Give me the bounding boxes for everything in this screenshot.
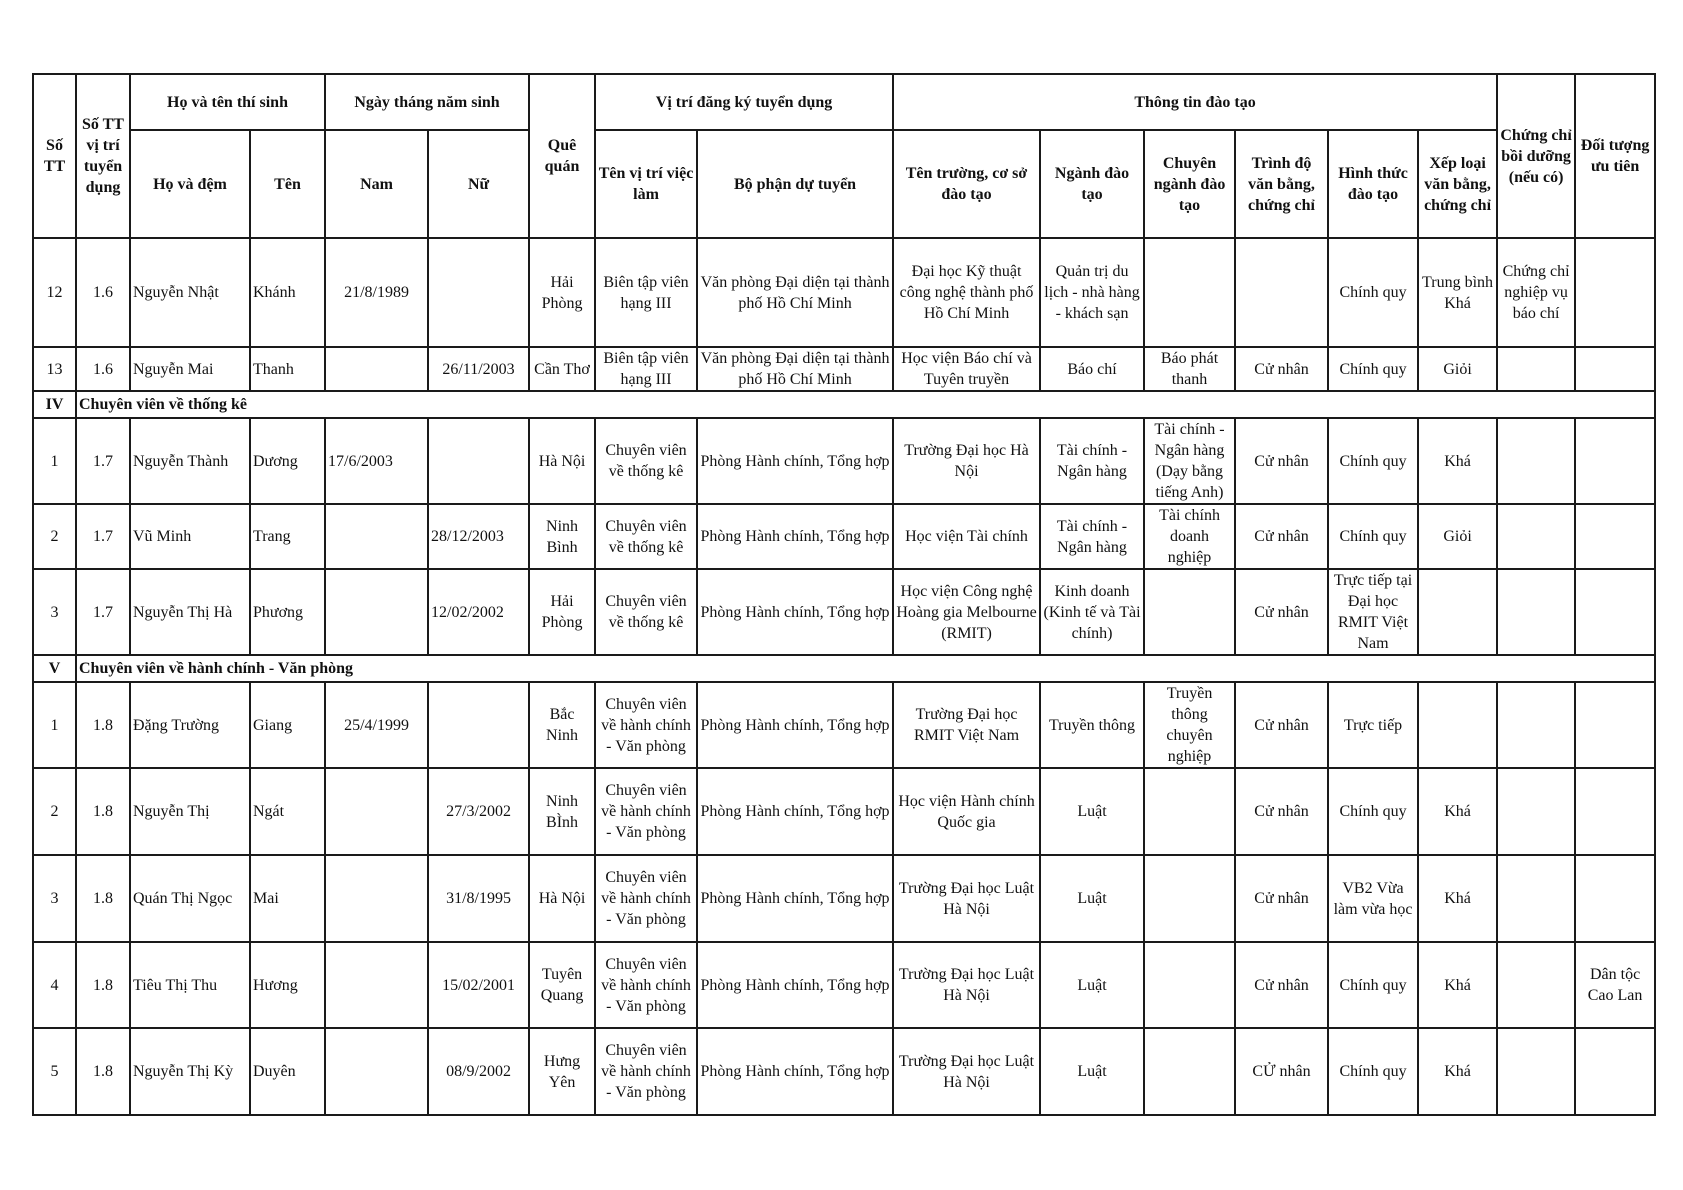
row-ten-vi-tri: Chuyên viên về thống kê <box>595 504 697 569</box>
row-bo-phan: Phòng Hành chính, Tổng hợp <box>697 942 893 1028</box>
col-header-xep-loai: Xếp loại văn bằng, chứng chỉ <box>1418 130 1497 238</box>
row-ho-va-dem: Nguyễn Mai <box>130 347 250 391</box>
row-ten-vi-tri: Chuyên viên về hành chính - Văn phòng <box>595 1028 697 1115</box>
col-header-ten-vi-tri: Tên vị trí việc làm <box>595 130 697 238</box>
row-chung-chi: Chứng chỉ nghiệp vụ báo chí <box>1497 238 1575 347</box>
row-ten-truong: Trường Đại học Hà Nội <box>893 418 1040 504</box>
row-vi-tri-code: 1.8 <box>76 855 130 942</box>
row-ten: Mai <box>250 855 325 942</box>
row-ten: Khánh <box>250 238 325 347</box>
row-ngay-sinh-nam <box>325 347 428 391</box>
col-header-nam: Nam <box>325 130 428 238</box>
row-doi-tuong <box>1575 504 1655 569</box>
row-ho-va-dem: Quán Thị Ngọc <box>130 855 250 942</box>
col-header-ten: Tên <box>250 130 325 238</box>
row-ten-truong: Học viện Hành chính Quốc gia <box>893 768 1040 855</box>
row-que-quan: Hà Nội <box>529 418 595 504</box>
row-nganh: Luật <box>1040 942 1144 1028</box>
row-que-quan: Ninh Bình <box>529 504 595 569</box>
row-ngay-sinh-nu: 31/8/1995 <box>428 855 529 942</box>
row-trinh-do: Cử nhân <box>1235 418 1328 504</box>
row-ngay-sinh-nam: 25/4/1999 <box>325 682 428 768</box>
row-chuyen-nganh <box>1144 855 1235 942</box>
row-stt: 12 <box>33 238 76 347</box>
row-hinh-thuc: Chính quy <box>1328 942 1418 1028</box>
row-chung-chi <box>1497 569 1575 655</box>
row-ngay-sinh-nu <box>428 682 529 768</box>
row-ngay-sinh-nu <box>428 418 529 504</box>
row-ten-vi-tri: Chuyên viên về thống kê <box>595 569 697 655</box>
row-chung-chi <box>1497 942 1575 1028</box>
row-trinh-do <box>1235 238 1328 347</box>
row-ngay-sinh-nu: 27/3/2002 <box>428 768 529 855</box>
row-stt: 1 <box>33 418 76 504</box>
row-nganh: Tài chính - Ngân hàng <box>1040 418 1144 504</box>
table-row <box>33 238 1655 347</box>
row-stt: 2 <box>33 504 76 569</box>
row-doi-tuong <box>1575 569 1655 655</box>
row-ho-va-dem: Nguyễn Thành <box>130 418 250 504</box>
row-stt: 5 <box>33 1028 76 1115</box>
row-trinh-do: CỬ nhân <box>1235 1028 1328 1115</box>
col-header-bo-phan: Bộ phận dự tuyển <box>697 130 893 238</box>
row-doi-tuong <box>1575 418 1655 504</box>
row-ho-va-dem: Nguyễn Thị <box>130 768 250 855</box>
row-xep-loai: Khá <box>1418 418 1497 504</box>
row-xep-loai: Khá <box>1418 855 1497 942</box>
row-hinh-thuc: Chính quy <box>1328 418 1418 504</box>
row-ten: Trang <box>250 504 325 569</box>
row-doi-tuong <box>1575 1028 1655 1115</box>
row-chuyen-nganh <box>1144 238 1235 347</box>
row-chuyen-nganh <box>1144 942 1235 1028</box>
row-ngay-sinh-nam <box>325 855 428 942</box>
row-bo-phan: Văn phòng Đại diện tại thành phố Hồ Chí Minh <box>697 347 893 391</box>
col-header-que-quan: Quê quán <box>529 74 595 238</box>
row-chuyen-nganh <box>1144 1028 1235 1115</box>
row-doi-tuong <box>1575 855 1655 942</box>
row-ten-truong: Học viện Công nghệ Hoàng gia Melbourne (RMIT) <box>893 569 1040 655</box>
row-vi-tri-code: 1.8 <box>76 768 130 855</box>
row-trinh-do: Cử nhân <box>1235 855 1328 942</box>
col-group-dao-tao: Thông tin đào tạo <box>893 74 1497 130</box>
row-ngay-sinh-nam <box>325 569 428 655</box>
table-row <box>33 768 1655 855</box>
section-number: IV <box>33 391 76 418</box>
row-ten-truong: Học viện Báo chí và Tuyên truyền <box>893 347 1040 391</box>
row-xep-loai: Khá <box>1418 1028 1497 1115</box>
table-row <box>33 569 1655 655</box>
row-stt: 4 <box>33 942 76 1028</box>
section-title: Chuyên viên về thống kê <box>76 391 1655 418</box>
col-header-hinh-thuc: Hình thức đào tạo <box>1328 130 1418 238</box>
row-ngay-sinh-nu: 12/02/2002 <box>428 569 529 655</box>
table-row <box>33 418 1655 504</box>
row-trinh-do: Cử nhân <box>1235 768 1328 855</box>
row-vi-tri-code: 1.6 <box>76 347 130 391</box>
row-ten: Phương <box>250 569 325 655</box>
row-ten-vi-tri: Biên tập viên hạng III <box>595 347 697 391</box>
row-ho-va-dem: Đặng Trường <box>130 682 250 768</box>
col-header-trinh-do: Trình độ văn bằng, chứng chỉ <box>1235 130 1328 238</box>
row-bo-phan: Phòng Hành chính, Tổng hợp <box>697 1028 893 1115</box>
col-group-ngay-sinh: Ngày tháng năm sinh <box>325 74 529 130</box>
candidate-table <box>32 73 1656 1116</box>
row-vi-tri-code: 1.6 <box>76 238 130 347</box>
section-row <box>33 391 1655 418</box>
row-trinh-do: Cử nhân <box>1235 942 1328 1028</box>
row-hinh-thuc: Chính quy <box>1328 768 1418 855</box>
row-ngay-sinh-nu: 08/9/2002 <box>428 1028 529 1115</box>
row-ten: Dương <box>250 418 325 504</box>
row-ten-truong: Trường Đại học Luật Hà Nội <box>893 1028 1040 1115</box>
row-hinh-thuc: Trực tiếp <box>1328 682 1418 768</box>
row-vi-tri-code: 1.8 <box>76 682 130 768</box>
row-ngay-sinh-nam: 17/6/2003 <box>325 418 428 504</box>
row-que-quan: Bắc Ninh <box>529 682 595 768</box>
row-xep-loai: Giỏi <box>1418 347 1497 391</box>
row-que-quan: Hà Nội <box>529 855 595 942</box>
table-header <box>33 74 1655 238</box>
row-chuyen-nganh <box>1144 768 1235 855</box>
row-ngay-sinh-nam: 21/8/1989 <box>325 238 428 347</box>
table-row <box>33 855 1655 942</box>
table-body <box>33 238 1655 1115</box>
row-bo-phan: Phòng Hành chính, Tổng hợp <box>697 418 893 504</box>
row-doi-tuong <box>1575 682 1655 768</box>
row-nganh: Truyền thông <box>1040 682 1144 768</box>
row-chung-chi <box>1497 347 1575 391</box>
row-nganh: Kinh doanh (Kinh tế và Tài chính) <box>1040 569 1144 655</box>
col-header-nu: Nữ <box>428 130 529 238</box>
row-vi-tri-code: 1.8 <box>76 1028 130 1115</box>
row-chuyen-nganh: Tài chính doanh nghiệp <box>1144 504 1235 569</box>
row-ngay-sinh-nu: 26/11/2003 <box>428 347 529 391</box>
row-que-quan: Hải Phòng <box>529 569 595 655</box>
table-row <box>33 1028 1655 1115</box>
col-header-ten-truong: Tên trường, cơ sở đào tạo <box>893 130 1040 238</box>
row-ngay-sinh-nu: 28/12/2003 <box>428 504 529 569</box>
table-row <box>33 504 1655 569</box>
col-group-ho-va-ten: Họ và tên thí sinh <box>130 74 325 130</box>
row-stt: 1 <box>33 682 76 768</box>
row-ten-vi-tri: Chuyên viên về thống kê <box>595 418 697 504</box>
row-ten: Duyên <box>250 1028 325 1115</box>
row-doi-tuong <box>1575 768 1655 855</box>
row-ho-va-dem: Nguyễn Thị Kỳ <box>130 1028 250 1115</box>
row-ten-vi-tri: Chuyên viên về hành chính - Văn phòng <box>595 855 697 942</box>
row-hinh-thuc: VB2 Vừa làm vừa học <box>1328 855 1418 942</box>
row-hinh-thuc: Chính quy <box>1328 238 1418 347</box>
row-trinh-do: Cử nhân <box>1235 504 1328 569</box>
row-nganh: Luật <box>1040 855 1144 942</box>
row-nganh: Báo chí <box>1040 347 1144 391</box>
row-bo-phan: Văn phòng Đại diện tại thành phố Hồ Chí Minh <box>697 238 893 347</box>
row-ten: Hương <box>250 942 325 1028</box>
row-chung-chi <box>1497 1028 1575 1115</box>
row-chung-chi <box>1497 768 1575 855</box>
row-ten-vi-tri: Biên tập viên hạng III <box>595 238 697 347</box>
section-number: V <box>33 655 76 682</box>
row-doi-tuong <box>1575 347 1655 391</box>
row-ten-truong: Học viện Tài chính <box>893 504 1040 569</box>
row-bo-phan: Phòng Hành chính, Tổng hợp <box>697 569 893 655</box>
row-que-quan: Cần Thơ <box>529 347 595 391</box>
row-bo-phan: Phòng Hành chính, Tổng hợp <box>697 768 893 855</box>
row-vi-tri-code: 1.7 <box>76 418 130 504</box>
row-ngay-sinh-nam <box>325 942 428 1028</box>
table-row <box>33 942 1655 1028</box>
row-hinh-thuc: Trực tiếp tại Đại học RMIT Việt Nam <box>1328 569 1418 655</box>
row-trinh-do: Cử nhân <box>1235 569 1328 655</box>
section-title: Chuyên viên về hành chính - Văn phòng <box>76 655 1655 682</box>
col-header-so-tt: Số TT <box>33 74 76 238</box>
col-header-chung-chi: Chứng chỉ bồi dưỡng (nếu có) <box>1497 74 1575 238</box>
row-ten-truong: Trường Đại học Luật Hà Nội <box>893 942 1040 1028</box>
row-que-quan: Tuyên Quang <box>529 942 595 1028</box>
row-xep-loai: Khá <box>1418 942 1497 1028</box>
row-chung-chi <box>1497 504 1575 569</box>
row-que-quan: Ninh BÌnh <box>529 768 595 855</box>
row-stt: 13 <box>33 347 76 391</box>
row-nganh: Luật <box>1040 1028 1144 1115</box>
row-ngay-sinh-nam <box>325 768 428 855</box>
row-vi-tri-code: 1.7 <box>76 504 130 569</box>
row-trinh-do: Cử nhân <box>1235 682 1328 768</box>
row-ten-truong: Trường Đại học Luật Hà Nội <box>893 855 1040 942</box>
col-header-chuyen-nganh: Chuyên ngành đào tạo <box>1144 130 1235 238</box>
row-ten-truong: Trường Đại học RMIT Việt Nam <box>893 682 1040 768</box>
row-xep-loai <box>1418 682 1497 768</box>
row-ngay-sinh-nam <box>325 1028 428 1115</box>
table-row <box>33 347 1655 391</box>
row-stt: 3 <box>33 569 76 655</box>
col-header-doi-tuong: Đối tượng ưu tiên <box>1575 74 1655 238</box>
col-header-so-tt-vi-tri: Số TT vị trí tuyển dụng <box>76 74 130 238</box>
row-chuyen-nganh: Báo phát thanh <box>1144 347 1235 391</box>
row-vi-tri-code: 1.7 <box>76 569 130 655</box>
row-ngay-sinh-nu <box>428 238 529 347</box>
row-ten: Ngát <box>250 768 325 855</box>
row-ten-vi-tri: Chuyên viên về hành chính - Văn phòng <box>595 768 697 855</box>
row-vi-tri-code: 1.8 <box>76 942 130 1028</box>
row-ho-va-dem: Tiêu Thị Thu <box>130 942 250 1028</box>
row-que-quan: Hưng Yên <box>529 1028 595 1115</box>
row-ho-va-dem: Nguyễn Thị Hà <box>130 569 250 655</box>
row-chung-chi <box>1497 418 1575 504</box>
row-stt: 3 <box>33 855 76 942</box>
row-chuyen-nganh: Truyền thông chuyên nghiệp <box>1144 682 1235 768</box>
row-nganh: Quản trị du lịch - nhà hàng - khách sạn <box>1040 238 1144 347</box>
row-nganh: Luật <box>1040 768 1144 855</box>
row-chung-chi <box>1497 682 1575 768</box>
row-nganh: Tài chính - Ngân hàng <box>1040 504 1144 569</box>
row-xep-loai: Trung bình Khá <box>1418 238 1497 347</box>
row-chuyen-nganh <box>1144 569 1235 655</box>
section-row <box>33 655 1655 682</box>
row-stt: 2 <box>33 768 76 855</box>
row-ten-vi-tri: Chuyên viên về hành chính - Văn phòng <box>595 942 697 1028</box>
row-ten-truong: Đại học Kỹ thuật công nghệ thành phố Hồ Chí Minh <box>893 238 1040 347</box>
col-header-nganh: Ngành đào tạo <box>1040 130 1144 238</box>
row-bo-phan: Phòng Hành chính, Tổng hợp <box>697 504 893 569</box>
row-chuyen-nganh: Tài chính - Ngân hàng (Dạy bằng tiếng Anh) <box>1144 418 1235 504</box>
row-xep-loai <box>1418 569 1497 655</box>
row-ho-va-dem: Nguyễn Nhật <box>130 238 250 347</box>
row-doi-tuong: Dân tộc Cao Lan <box>1575 942 1655 1028</box>
row-chung-chi <box>1497 855 1575 942</box>
row-hinh-thuc: Chính quy <box>1328 1028 1418 1115</box>
col-header-ho-va-dem: Họ và đệm <box>130 130 250 238</box>
row-ngay-sinh-nam <box>325 504 428 569</box>
row-ten: Giang <box>250 682 325 768</box>
row-ho-va-dem: Vũ Minh <box>130 504 250 569</box>
row-ten: Thanh <box>250 347 325 391</box>
row-hinh-thuc: Chính quy <box>1328 504 1418 569</box>
row-xep-loai: Giỏi <box>1418 504 1497 569</box>
row-doi-tuong <box>1575 238 1655 347</box>
row-ten-vi-tri: Chuyên viên về hành chính - Văn phòng <box>595 682 697 768</box>
row-bo-phan: Phòng Hành chính, Tổng hợp <box>697 682 893 768</box>
row-trinh-do: Cử nhân <box>1235 347 1328 391</box>
table-row <box>33 682 1655 768</box>
row-ngay-sinh-nu: 15/02/2001 <box>428 942 529 1028</box>
row-hinh-thuc: Chính quy <box>1328 347 1418 391</box>
row-que-quan: Hải Phòng <box>529 238 595 347</box>
col-group-vi-tri: Vị trí đăng ký tuyển dụng <box>595 74 893 130</box>
row-bo-phan: Phòng Hành chính, Tổng hợp <box>697 855 893 942</box>
row-xep-loai: Khá <box>1418 768 1497 855</box>
